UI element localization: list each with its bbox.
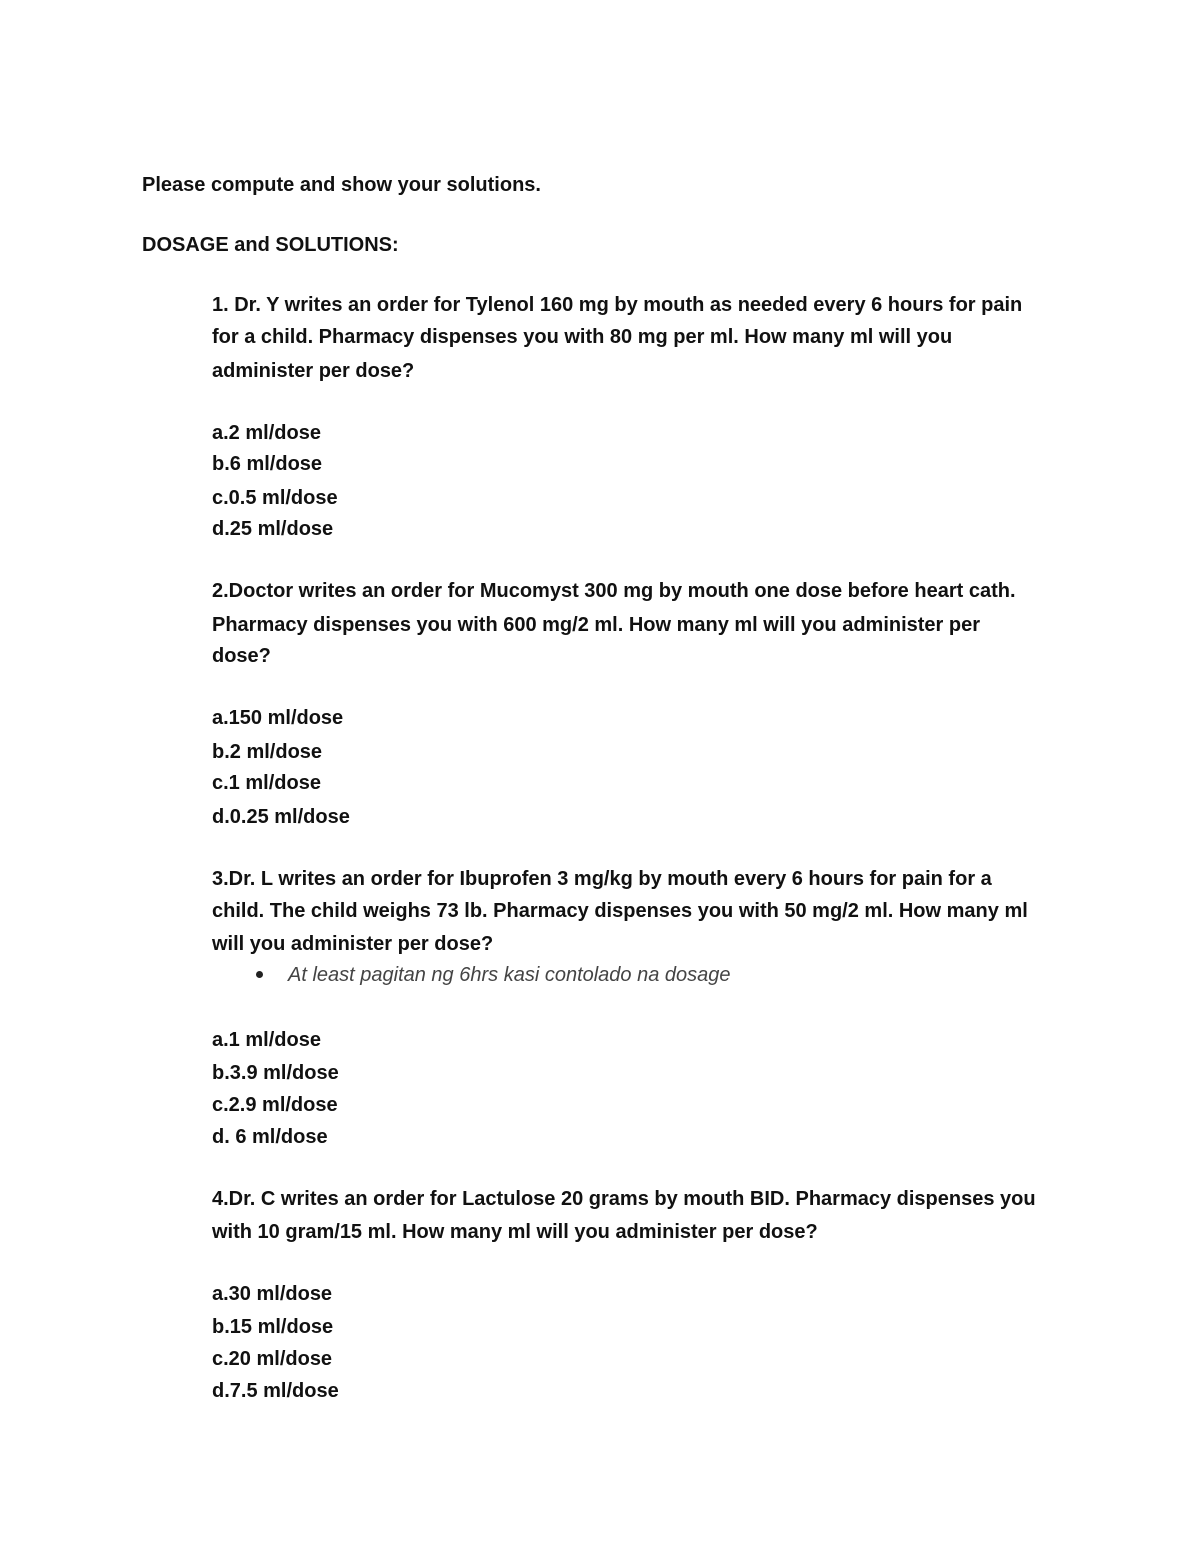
question-2-option-c: c.1 ml/dose: [212, 772, 321, 794]
question-1-option-c: c.0.5 ml/dose: [212, 487, 338, 509]
section-title: DOSAGE and SOLUTIONS:: [142, 234, 399, 256]
question-4-option-c: c.20 ml/dose: [212, 1348, 333, 1370]
question-1-option-a: a.2 ml/dose: [212, 422, 321, 444]
question-4-option-a: a.30 ml/dose: [212, 1283, 333, 1305]
question-3-option-c: c.2.9 ml/dose: [212, 1094, 338, 1116]
question-1-option-d: d.25 ml/dose: [212, 518, 334, 540]
question-3-option-b: b.3.9 ml/dose: [212, 1062, 339, 1084]
bullet-icon: [256, 971, 263, 978]
question-3-line-2: child. The child weighs 73 lb. Pharmacy dispenses you with 50 mg/2 ml. How many ml: [212, 900, 1028, 922]
question-2-line-2: Pharmacy dispenses you with 600 mg/2 ml. How many ml will you administer per: [212, 614, 981, 636]
question-1-line-1: 1. Dr. Y writes an order for Tylenol 160 mg by mouth as needed every 6 hours for pain: [212, 294, 1023, 316]
question-4-line-2: with 10 gram/15 ml. How many ml will you administer per dose?: [212, 1221, 818, 1243]
instructions: Please compute and show your solutions.: [142, 174, 541, 196]
question-3-option-d: d. 6 ml/dose: [212, 1126, 328, 1148]
question-4-option-d: d.7.5 ml/dose: [212, 1380, 339, 1402]
question-2-line-1: 2.Doctor writes an order for Mucomyst 300 mg by mouth one dose before heart cath.: [212, 580, 1016, 602]
question-2-line-3: dose?: [212, 645, 271, 667]
question-2-option-d: d.0.25 ml/dose: [212, 806, 350, 828]
question-3-line-3: will you administer per dose?: [212, 933, 494, 955]
question-3-option-a: a.1 ml/dose: [212, 1029, 321, 1051]
question-3-line-1: 3.Dr. L writes an order for Ibuprofen 3 mg/kg by mouth every 6 hours for pain for a: [212, 868, 992, 890]
question-4-line-1: 4.Dr. C writes an order for Lactulose 20 grams by mouth BID. Pharmacy dispenses you: [212, 1188, 1036, 1210]
question-4-option-b: b.15 ml/dose: [212, 1316, 334, 1338]
question-1-line-3: administer per dose?: [212, 360, 415, 382]
question-2-option-a: a.150 ml/dose: [212, 707, 344, 729]
question-3-note: At least pagitan ng 6hrs kasi contolado na dosage: [288, 964, 731, 986]
question-1-option-b: b.6 ml/dose: [212, 453, 323, 475]
question-1-line-2: for a child. Pharmacy dispenses you with 80 mg per ml. How many ml will you: [212, 326, 953, 348]
question-2-option-b: b.2 ml/dose: [212, 741, 323, 763]
